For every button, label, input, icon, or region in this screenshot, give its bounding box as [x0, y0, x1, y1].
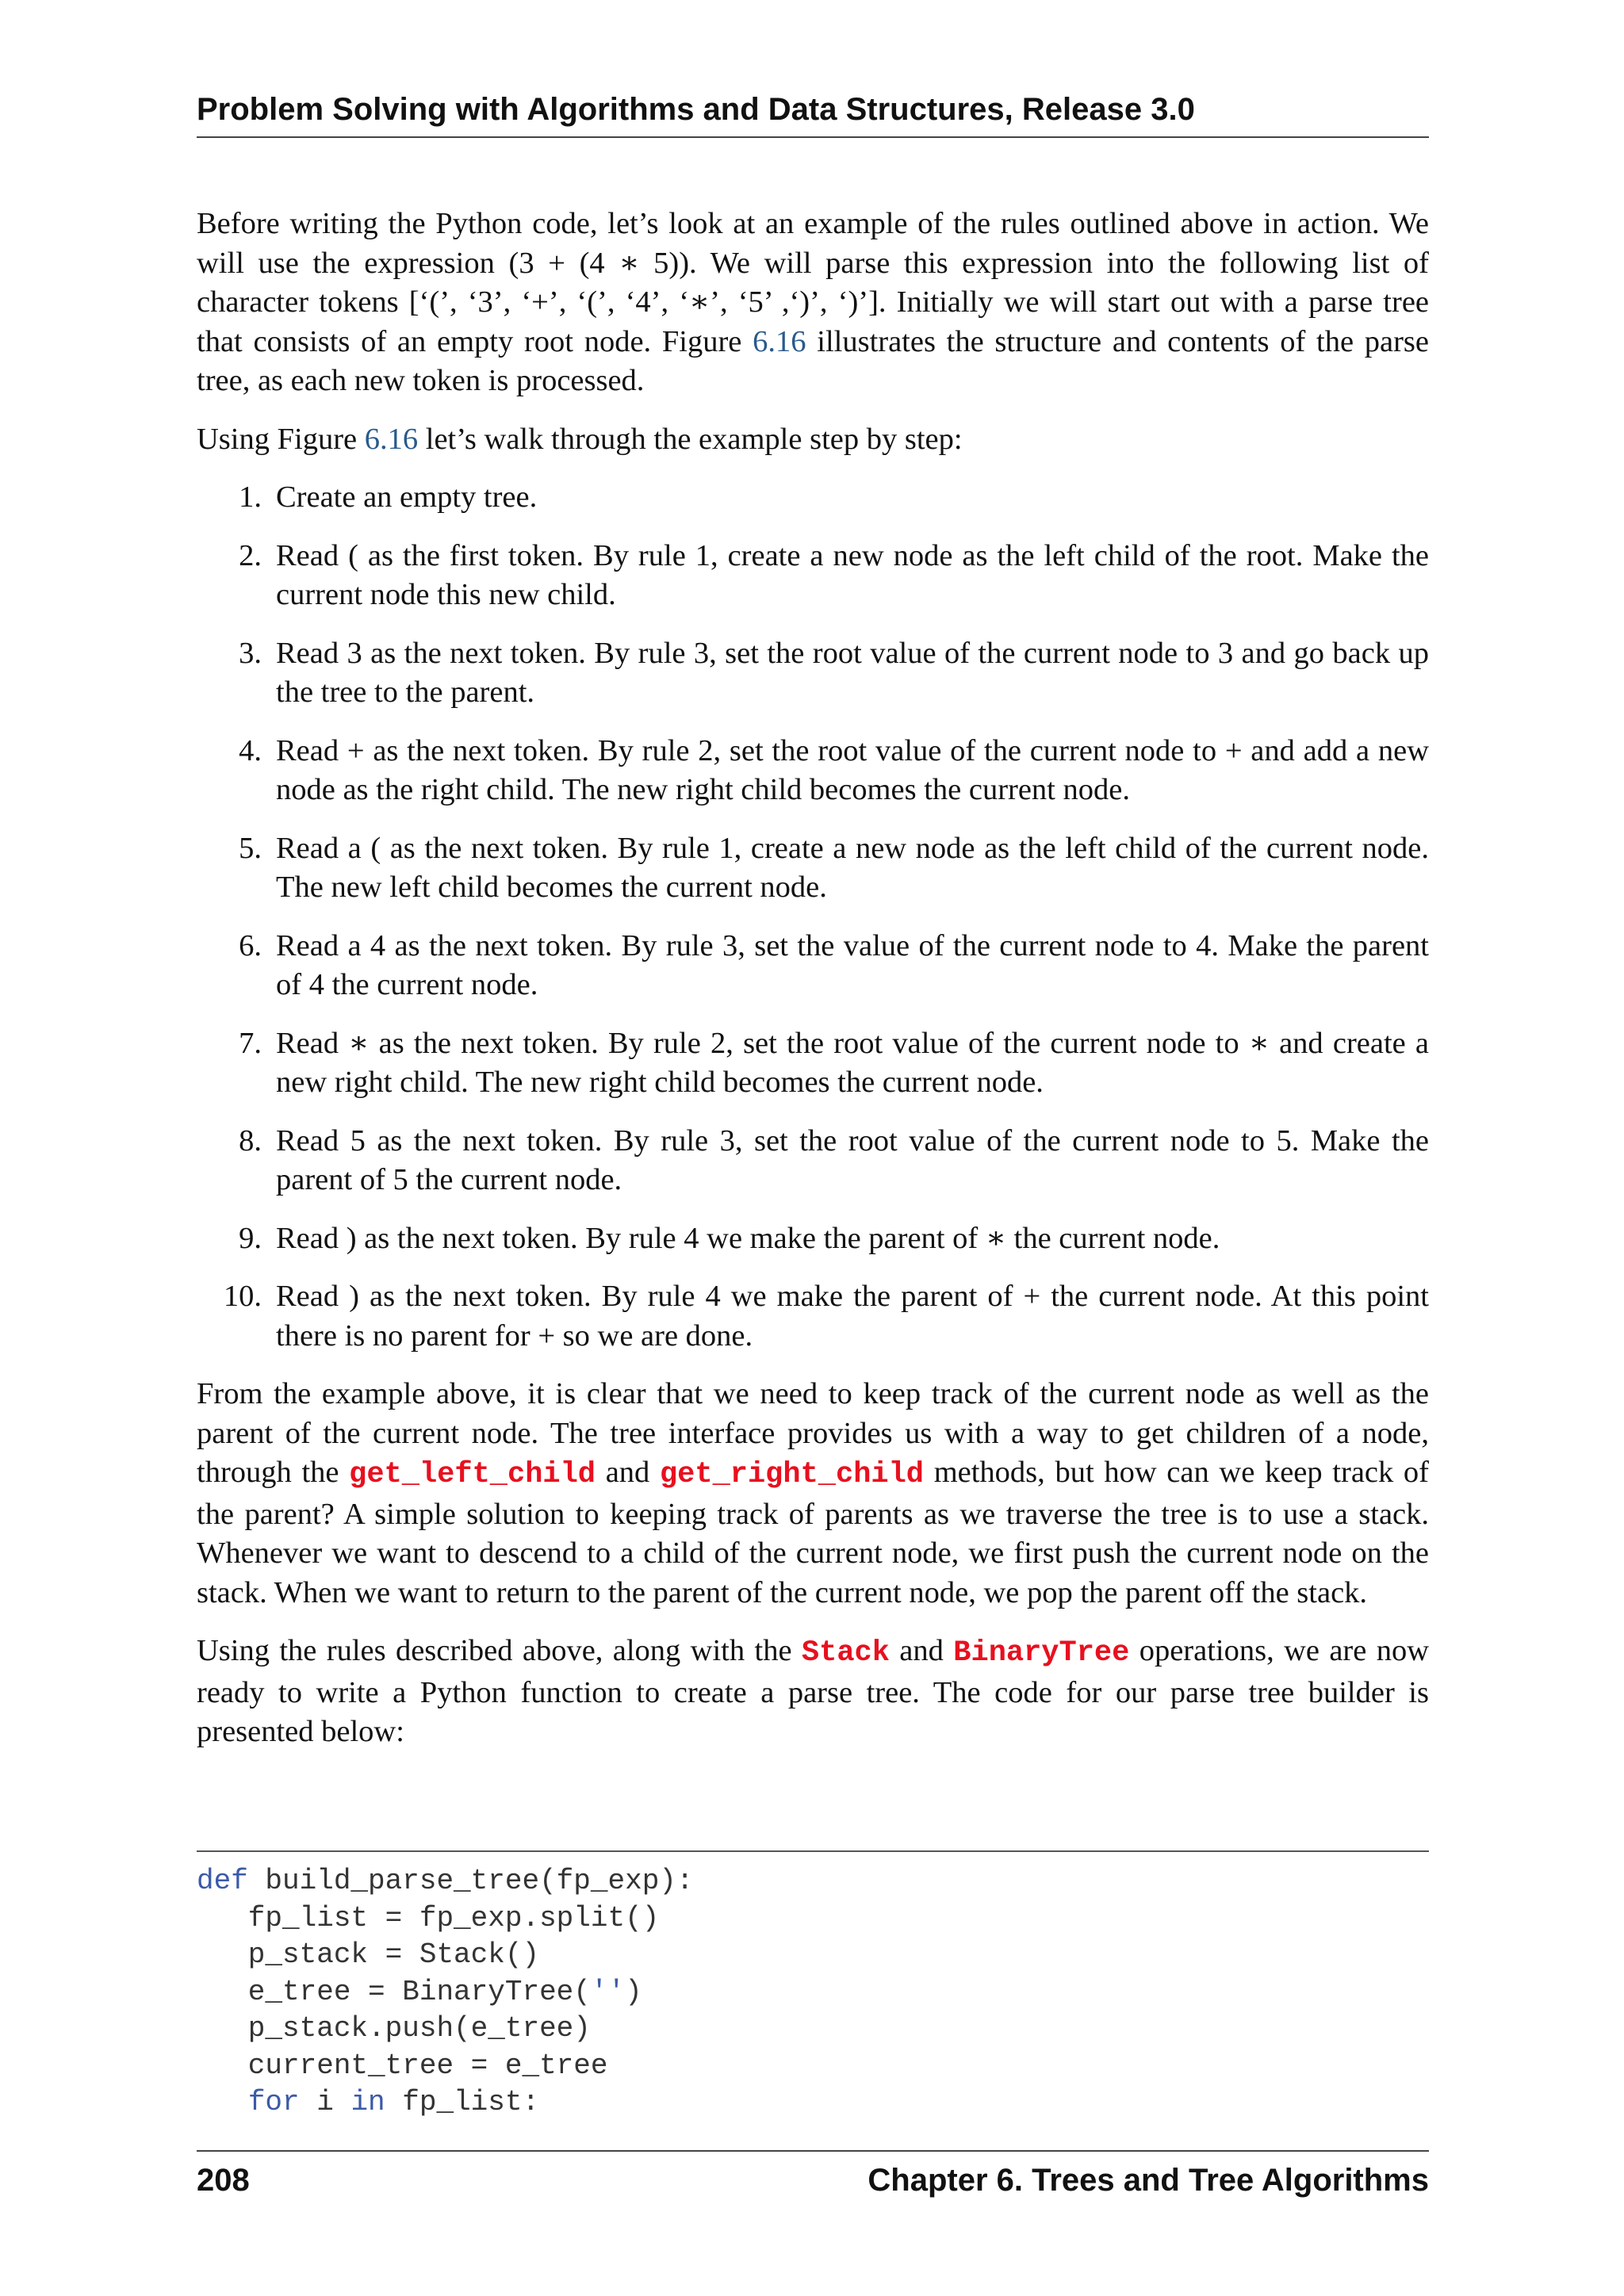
intro-paragraph: Before writing the Python code, let’s look at an example of the rules outlined above in action. We will use the expression (3 + (4 ∗ 5)). We will parse this expression into the following list of character tokens [‘(’, ‘3’, ‘+’, ‘(’, ‘4’, ‘∗’, ‘5’ ,‘)’, ‘)’]. Initially we will start out with a parse tree that consists of an empty root node. Figure 6.16 illustrates the structure and contents of the parse tree, as each new token is processed. [197, 207, 1429, 397]
list-item: 3. Read 3 as the next token. By rule 3, set the root value of the current node to 3 and go back up the tree to the parent. [239, 636, 1429, 709]
list-item: 2. Read ( as the first token. By rule 1, create a new node as the left child of the root. Make the current node this new child. [239, 538, 1429, 611]
running-footer [197, 2150, 1429, 2198]
list-item: 4. Read + as the next token. By rule 2, set the root value of the current node to + and add a new node as the right child. The new right child becomes the current node. [239, 733, 1429, 806]
list-item: 9. Read ) as the next token. By rule 4 we make the parent of ∗ the current node. [239, 1221, 1220, 1255]
document-page [197, 0, 1429, 2296]
code-line: fp_list = fp_exp.split() [197, 1901, 660, 1934]
list-item: 7. Read ∗ as the next token. By rule 2, set the root value of the current node to ∗ and create a new right child. The new right child becomes the current node. [239, 1026, 1429, 1099]
chapter-title: Chapter 6. Trees and Tree Algorithms [868, 2163, 1429, 2198]
list-item: 1. Create an empty tree. [239, 480, 538, 514]
running-header [197, 89, 1429, 138]
list-item: 8. Read 5 as the next token. By rule 3, set the root value of the current node to 5. Make the parent of 5 the current node. [239, 1123, 1429, 1196]
code-line: def build_parse_tree(fp_exp): [197, 1865, 694, 1897]
walkthrough-intro-paragraph: Using Figure 6.16 let’s walk through the example step by step: [197, 422, 963, 456]
inline-code: Stack [801, 1636, 890, 1670]
inline-code: get_right_child [659, 1458, 925, 1491]
book-title: Problem Solving with Algorithms and Data Structures, Release 3.0 [197, 92, 1195, 127]
steps-list [197, 478, 1429, 1356]
page-number: 208 [197, 2163, 250, 2198]
stack-explanation-paragraph: From the example above, it is clear that we need to keep track of the current node as well as the parent of the current node. The tree interface provides us with a way to get children of a node, through the get_left_child and get_right_child methods, but how can we keep track of the parent? A simple solution to keeping track of parents as we traverse the tree is to use a stack. Whenever we want to descend to a child of the current node, we first push the current node on the stack. When we want to return to the parent of the current node, we pop the parent off the stack. [197, 1377, 1429, 1609]
code-line: p_stack.push(e_tree) [197, 2012, 591, 2045]
list-item: 10. Read ) as the next token. By rule 4 we make the parent of + the current node. At this point there is no parent for + so we are done. [223, 1280, 1429, 1353]
code-intro-paragraph: Using the rules described above, along with the Stack and BinaryTree operations, we are now ready to write a Python function to create a parse tree. The code for our parse tree builder is presented below: [197, 1634, 1430, 1748]
code-line: p_stack = Stack() [197, 1938, 540, 1971]
list-item: 6. Read a 4 as the next token. By rule 3, set the value of the current node to 4. Make the parent of 4 the current node. [239, 928, 1429, 1001]
code-line: current_tree = e_tree [197, 2049, 608, 2082]
figure-link[interactable]: 6.16 [364, 422, 419, 456]
body-text [197, 205, 1429, 1771]
figure-link[interactable]: 6.16 [753, 324, 806, 358]
inline-code: BinaryTree [953, 1636, 1130, 1670]
inline-code: get_left_child [349, 1458, 596, 1491]
code-block [197, 1850, 1429, 2122]
list-item: 5. Read a ( as the next token. By rule 1, create a new node as the left child of the current node. The new left child becomes the current node. [239, 831, 1429, 904]
code-line: for i in fp_list: [247, 2086, 540, 2118]
code-line: e_tree = BinaryTree('') [197, 1975, 642, 2008]
